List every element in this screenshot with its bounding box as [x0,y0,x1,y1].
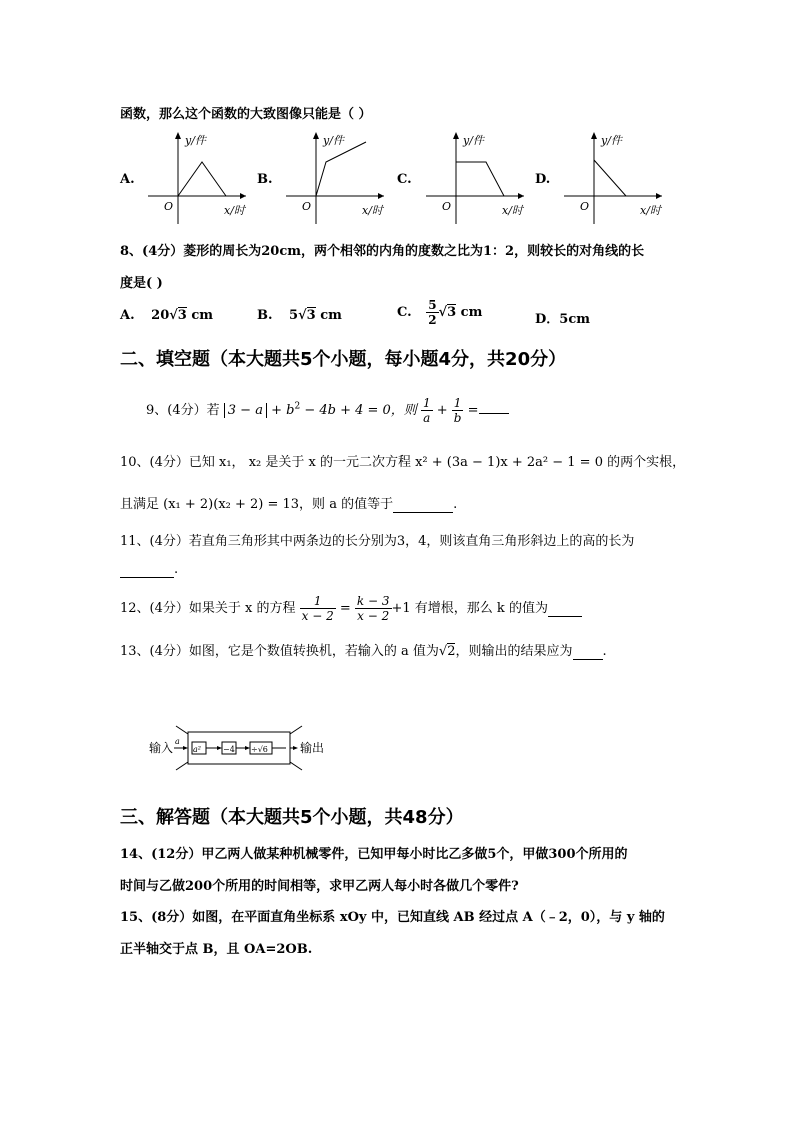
q14-line1: 14、(12分）甲乙两人做某种机械零件，已知甲每小时比乙多做5个，甲做300个所用的 [120,847,628,862]
q10-line1: 10、(4分）已知 x₁， x₂ 是关于 x 的一元二次方程 x² + (3a − 1)x + 2a² − 1 = 0 的两个实根， [120,455,686,470]
graph-a-letter: A. [120,172,135,187]
q9-answer-blank[interactable] [479,413,509,414]
q8-option-b-unit: cm [320,308,342,323]
q15-line1: 15、(8分）如图，在平面直角坐标系 xOy 中，已知直线 AB 经过点 A（﹣2，0），与 y 轴的 [120,910,665,925]
q8-line1: 8、(4分）菱形的周长为20cm，两个相邻的内角的度数之比为1：2，则较长的对角线的长 [120,244,645,259]
graph-d-ylabel: y/件 [601,134,622,147]
graph-b-curve [316,142,366,196]
graph-d-xlabel: x/时 [640,204,661,217]
graph-c-letter: C. [397,172,412,187]
graph-a-ylabel: y/件 [185,134,206,147]
q8-line2: 度是( ) [120,276,163,291]
q9-fraction-1: $\frac{1}{a}$ [422,396,431,425]
q8-option-a-rad: 3 [177,308,187,323]
graph-a-origin: O [164,200,174,213]
graph-c-curve [456,162,504,196]
graph-d-curve [594,160,626,196]
q7-text: 函数，那么这个函数的大致图像只能是（ ） [120,107,372,122]
machine-step-3: ÷√6 [251,745,268,754]
graph-b-origin: O [302,200,312,213]
q8-option-c-rad: 3 [447,305,457,320]
graph-b-letter: B. [257,172,273,187]
q8-option-b: B. 5√3 cm [257,308,342,323]
section2-title: 二、填空题（本大题共5个小题，每小题4分，共20分） [120,349,567,370]
q14-line2: 时间与乙做200个所用的时间相等，求甲乙两人每小时各做几个零件? [120,879,519,894]
q8-option-a-unit: cm [191,308,214,323]
q9-rest: − 4b + 4 = 0，则 [300,403,417,418]
graph-b-xlabel: x/时 [362,204,383,217]
graph-c-xlabel: x/时 [502,204,523,217]
q9-sup: 2 [294,401,301,412]
q11-line1: 11、(4分）若直角三角形其中两条边的长分别为3，4，则该直角三角形斜边上的高的长为 [120,534,635,549]
graph-c-ylabel: y/件 [463,134,484,147]
q11-line2 [120,562,178,578]
q9-abs: 3 − a [224,403,267,418]
graph-a-curve [178,162,226,196]
q12-answer-blank[interactable] [548,601,582,617]
q9-fraction-2: $\frac{1}{b}$ [453,396,462,425]
graph-d-letter: D. [535,172,551,187]
q11-answer-blank[interactable] [120,562,174,578]
q13-rad: 2 [447,644,456,659]
q8-option-c-unit: cm [460,305,483,320]
q8-option-c-label: C. [397,305,412,320]
q9-mid: + b [271,403,295,418]
q12-fraction-2: $\frac{k - 3}{x - 2}$ [356,594,390,623]
q8-option-a-coef: 20 [151,308,170,323]
graph-b [280,128,388,226]
q8-option-b-rad: 3 [306,308,316,323]
q10-end: . [453,497,458,512]
q9 [146,396,509,425]
q8-option-d: D．5cm [535,312,590,327]
q13-prefix: 13、(4分）如图，它是个数值转换机，若输入的 a 值为 [120,644,439,659]
q13-end: . [602,644,607,659]
q8-option-b-label: B. [257,308,273,323]
q10-line2 [120,493,457,513]
q8-option-a: A. 20√3 cm [120,308,214,323]
machine-input-var: a [175,737,180,746]
q9-plus: + [436,403,448,418]
q8-option-c-fraction: $\frac{5}{2}$ [428,298,437,327]
q12-fraction-1: $\frac{1}{x - 2}$ [301,594,334,623]
q8-option-b-coef: 5 [289,308,299,323]
q12-eq: = [339,601,351,616]
q12-suffix: +1 有增根，那么 k 的值为 [391,601,548,616]
q9-prefix: 9、(4分）若 [146,403,220,418]
q15-line2: 正半轴交于点 B，且 OA=2OB. [120,942,313,957]
conversion-machine-diagram [146,722,326,772]
graph-b-ylabel: y/件 [323,134,344,147]
q8-option-c: C. $\frac{5}{2}$ √3 cm [397,298,483,327]
machine-step-2: −4 [223,745,235,754]
graph-c [420,128,528,226]
graph-a-xlabel: x/时 [224,204,245,217]
graph-c-origin: O [442,200,452,213]
section3-title: 三、解答题（本大题共5个小题，共48分） [120,807,464,828]
machine-input-label: 输入 [149,741,174,755]
q13: 13、(4分）如图，它是个数值转换机，若输入的 a 值为√2，则输出的结果应为 . [120,644,607,659]
q12-prefix: 12、(4分）如果关于 x 的方程 [120,601,296,616]
q10-line2-text: 且满足 (x₁ + 2)(x₂ + 2) = 13，则 a 的值等于 [120,497,394,512]
graph-d-origin: O [580,200,590,213]
q12 [120,594,582,623]
q8-option-a-label: A. [120,308,135,323]
machine-step-1: a² [193,745,201,754]
machine-output-label: 输出 [300,741,325,755]
q13-suffix: ，则输出的结果应为 [455,644,573,659]
graph-a [142,128,250,226]
q13-answer-blank[interactable] [573,644,603,660]
graph-d [558,128,666,226]
q10-answer-blank[interactable] [393,497,453,513]
q9-eq: = [467,403,479,418]
q11-end: . [174,562,179,577]
